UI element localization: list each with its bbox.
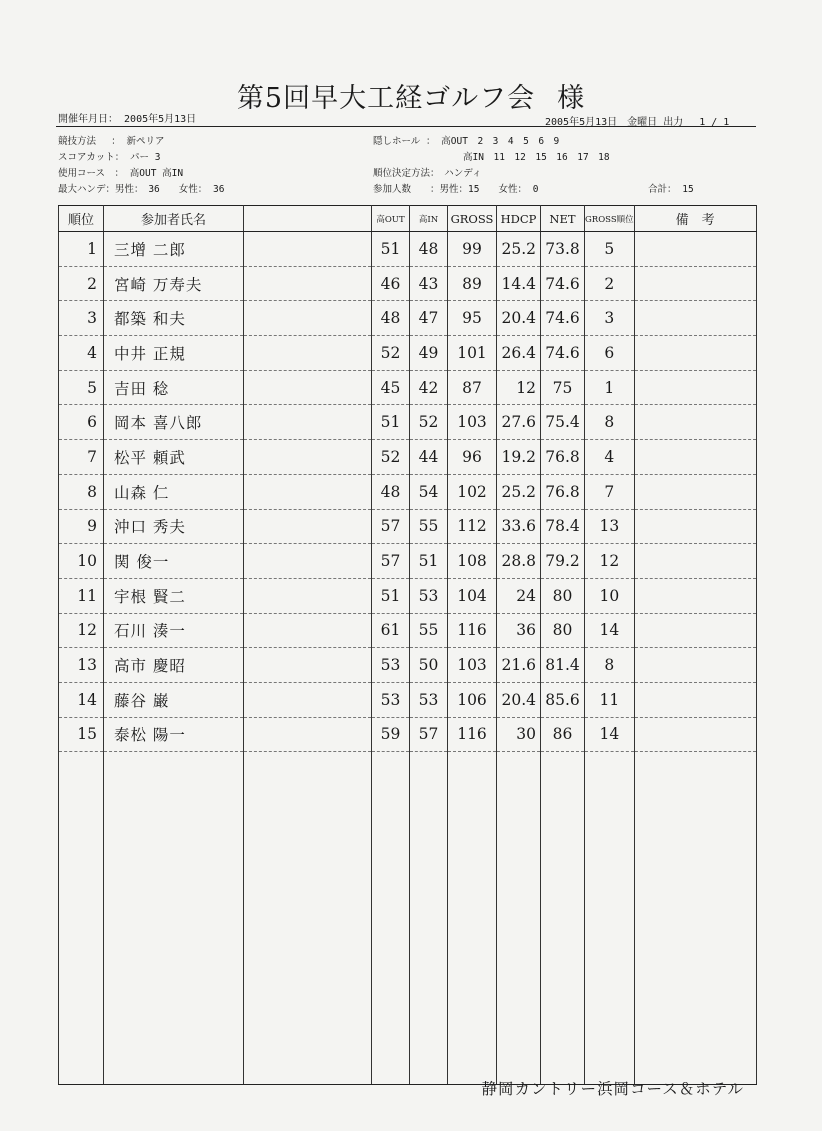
out-cell: 57: [372, 509, 410, 544]
col-in: 高IN: [410, 206, 448, 232]
blank-cell: [244, 648, 372, 683]
col-gross: GROSS: [448, 206, 497, 232]
in-cell: 44: [410, 440, 448, 475]
gross-cell: 101: [448, 336, 497, 371]
note-cell: [634, 509, 756, 544]
rank-cell: 13: [59, 648, 104, 683]
name-cell: 沖口 秀夫: [104, 509, 244, 544]
in-cell: 51: [410, 544, 448, 579]
gross-rank-cell: 8: [585, 648, 635, 683]
empty-cell: [59, 752, 104, 1085]
scorecut-line: スコアカット： パー 3: [58, 152, 161, 163]
empty-cell: [244, 752, 372, 1085]
gross-rank-cell: 1: [585, 370, 635, 405]
blank-cell: [244, 544, 372, 579]
gross-rank-cell: 2: [585, 266, 635, 301]
in-cell: 53: [410, 682, 448, 717]
note-cell: [634, 336, 756, 371]
col-hdcp: HDCP: [497, 206, 541, 232]
gross-rank-cell: 5: [585, 232, 635, 267]
name-cell: 石川 湊一: [104, 613, 244, 648]
results-body: [59, 232, 757, 1085]
name-cell: 藤谷 巌: [104, 682, 244, 717]
note-cell: [634, 717, 756, 752]
table-row: [59, 648, 757, 683]
name-cell: 泰松 陽一: [104, 717, 244, 752]
rank-cell: 6: [59, 405, 104, 440]
table-row: [59, 717, 757, 752]
gross-cell: 104: [448, 578, 497, 613]
net-cell: 86: [541, 717, 585, 752]
rank-cell: 12: [59, 613, 104, 648]
rank-cell: 1: [59, 232, 104, 267]
blank-cell: [244, 613, 372, 648]
blank-cell: [244, 440, 372, 475]
held-date: 開催年月日： 2005年5月13日: [58, 114, 197, 125]
gross-cell: 108: [448, 544, 497, 579]
note-cell: [634, 682, 756, 717]
table-row: [59, 301, 757, 336]
hdcp-cell: 14.4: [497, 266, 541, 301]
table-row: [59, 578, 757, 613]
col-name: 参加者氏名: [104, 206, 244, 232]
gross-cell: 99: [448, 232, 497, 267]
venue-footer: 静岡カントリー浜岡コース＆ホテル: [481, 1080, 744, 1098]
table-row: [59, 509, 757, 544]
net-cell: 75.4: [541, 405, 585, 440]
name-cell: 松平 頼武: [104, 440, 244, 475]
rank-cell: 11: [59, 578, 104, 613]
net-cell: 79.2: [541, 544, 585, 579]
empty-cell: [497, 752, 541, 1085]
net-cell: 80: [541, 613, 585, 648]
course-line: 使用コース ： 高OUT 高IN: [58, 168, 184, 179]
name-cell: 都築 和夫: [104, 301, 244, 336]
net-cell: 78.4: [541, 509, 585, 544]
in-cell: 42: [410, 370, 448, 405]
out-cell: 53: [372, 648, 410, 683]
in-cell: 48: [410, 232, 448, 267]
table-row: [59, 405, 757, 440]
col-note: 備 考: [634, 206, 756, 232]
table-row: [59, 266, 757, 301]
hidden-holes-in-line: 高IN 11 12 15 16 17 18: [463, 152, 610, 163]
net-cell: 75: [541, 370, 585, 405]
name-cell: 吉田 稔: [104, 370, 244, 405]
col-out: 高OUT: [372, 206, 410, 232]
gross-rank-cell: 14: [585, 613, 635, 648]
out-cell: 46: [372, 266, 410, 301]
table-row: [59, 336, 757, 371]
name-cell: 三增 二郎: [104, 232, 244, 267]
out-cell: 57: [372, 544, 410, 579]
gross-rank-cell: 10: [585, 578, 635, 613]
col-net: NET: [541, 206, 585, 232]
empty-cell: [372, 752, 410, 1085]
hdcp-cell: 20.4: [497, 301, 541, 336]
gross-cell: 103: [448, 405, 497, 440]
out-cell: 59: [372, 717, 410, 752]
net-cell: 74.6: [541, 336, 585, 371]
out-cell: 53: [372, 682, 410, 717]
note-cell: [634, 232, 756, 267]
empty-cell: [104, 752, 244, 1085]
blank-cell: [244, 682, 372, 717]
blank-cell: [244, 232, 372, 267]
gross-cell: 102: [448, 474, 497, 509]
in-cell: 50: [410, 648, 448, 683]
results-table: [58, 205, 757, 1085]
net-cell: 80: [541, 578, 585, 613]
gross-rank-cell: 7: [585, 474, 635, 509]
participants-total: 合計： 15: [648, 184, 694, 195]
table-row: [59, 613, 757, 648]
empty-cell: [541, 752, 585, 1085]
participants-line: 参加人数 ：男性：15 女性： 0: [373, 184, 539, 195]
hdcp-cell: 36: [497, 613, 541, 648]
output-info: 2005年5月13日 金曜日 出力 1 / 1: [545, 117, 730, 128]
rank-cell: 5: [59, 370, 104, 405]
hdcp-cell: 12: [497, 370, 541, 405]
hdcp-cell: 28.8: [497, 544, 541, 579]
gross-rank-cell: 14: [585, 717, 635, 752]
gross-rank-cell: 12: [585, 544, 635, 579]
blank-cell: [244, 509, 372, 544]
hdcp-cell: 19.2: [497, 440, 541, 475]
hdcp-cell: 26.4: [497, 336, 541, 371]
hidden-holes-line: 隠しホール ： 高OUT 2 3 4 5 6 9: [373, 136, 560, 147]
name-cell: 高市 慶昭: [104, 648, 244, 683]
in-cell: 43: [410, 266, 448, 301]
in-cell: 57: [410, 717, 448, 752]
out-cell: 52: [372, 440, 410, 475]
maxhandi-line: 最大ハンデ：男性： 36 女性： 36: [58, 184, 225, 195]
table-row: [59, 682, 757, 717]
net-cell: 74.6: [541, 266, 585, 301]
gross-rank-cell: 3: [585, 301, 635, 336]
method-line: 競技方法 ： 新ペリア: [58, 136, 165, 147]
in-cell: 47: [410, 301, 448, 336]
note-cell: [634, 578, 756, 613]
net-cell: 81.4: [541, 648, 585, 683]
table-row: [59, 370, 757, 405]
net-cell: 73.8: [541, 232, 585, 267]
hdcp-cell: 27.6: [497, 405, 541, 440]
hdcp-cell: 24: [497, 578, 541, 613]
note-cell: [634, 405, 756, 440]
table-row: [59, 232, 757, 267]
blank-cell: [244, 578, 372, 613]
net-cell: 76.8: [541, 440, 585, 475]
hdcp-cell: 30: [497, 717, 541, 752]
out-cell: 51: [372, 405, 410, 440]
blank-cell: [244, 370, 372, 405]
gross-cell: 89: [448, 266, 497, 301]
title-suffix: 様: [557, 83, 586, 114]
blank-cell: [244, 474, 372, 509]
rank-cell: 3: [59, 301, 104, 336]
gross-cell: 96: [448, 440, 497, 475]
gross-rank-cell: 6: [585, 336, 635, 371]
rank-cell: 15: [59, 717, 104, 752]
blank-cell: [244, 301, 372, 336]
col-blank: [244, 206, 372, 232]
empty-cell: [585, 752, 635, 1085]
name-cell: 宇根 賢二: [104, 578, 244, 613]
gross-cell: 106: [448, 682, 497, 717]
col-rank: 順位: [59, 206, 104, 232]
note-cell: [634, 266, 756, 301]
note-cell: [634, 301, 756, 336]
gross-rank-cell: 8: [585, 405, 635, 440]
note-cell: [634, 370, 756, 405]
gross-cell: 87: [448, 370, 497, 405]
name-cell: 山森 仁: [104, 474, 244, 509]
title-text: 第5回早大工経ゴルフ会: [236, 83, 536, 114]
hdcp-cell: 25.2: [497, 232, 541, 267]
rank-cell: 9: [59, 509, 104, 544]
gross-rank-cell: 4: [585, 440, 635, 475]
out-cell: 48: [372, 301, 410, 336]
note-cell: [634, 440, 756, 475]
blank-cell: [244, 336, 372, 371]
rank-cell: 10: [59, 544, 104, 579]
out-cell: 51: [372, 232, 410, 267]
out-cell: 45: [372, 370, 410, 405]
header-rule: [56, 126, 756, 127]
gross-rank-cell: 11: [585, 682, 635, 717]
out-cell: 61: [372, 613, 410, 648]
net-cell: 85.6: [541, 682, 585, 717]
gross-cell: 116: [448, 613, 497, 648]
in-cell: 52: [410, 405, 448, 440]
in-cell: 55: [410, 509, 448, 544]
hdcp-cell: 33.6: [497, 509, 541, 544]
blank-cell: [244, 405, 372, 440]
table-row: [59, 474, 757, 509]
rank-method-line: 順位決定方法： ハンディ: [373, 168, 482, 179]
net-cell: 74.6: [541, 301, 585, 336]
rank-cell: 2: [59, 266, 104, 301]
in-cell: 54: [410, 474, 448, 509]
note-cell: [634, 544, 756, 579]
note-cell: [634, 648, 756, 683]
out-cell: 48: [372, 474, 410, 509]
empty-cell: [410, 752, 448, 1085]
out-cell: 52: [372, 336, 410, 371]
hdcp-cell: 20.4: [497, 682, 541, 717]
in-cell: 55: [410, 613, 448, 648]
table-row: [59, 544, 757, 579]
note-cell: [634, 474, 756, 509]
out-cell: 51: [372, 578, 410, 613]
in-cell: 49: [410, 336, 448, 371]
rank-cell: 14: [59, 682, 104, 717]
name-cell: 岡本 喜八郎: [104, 405, 244, 440]
empty-rows-area: [59, 752, 757, 1085]
gross-rank-cell: 13: [585, 509, 635, 544]
blank-cell: [244, 266, 372, 301]
net-cell: 76.8: [541, 474, 585, 509]
name-cell: 関 俊一: [104, 544, 244, 579]
empty-cell: [448, 752, 497, 1085]
col-gross-rank: GROSS順位: [585, 206, 635, 232]
gross-cell: 103: [448, 648, 497, 683]
name-cell: 宮崎 万寿夫: [104, 266, 244, 301]
name-cell: 中井 正規: [104, 336, 244, 371]
hdcp-cell: 21.6: [497, 648, 541, 683]
gross-cell: 116: [448, 717, 497, 752]
empty-cell: [634, 752, 756, 1085]
rank-cell: 4: [59, 336, 104, 371]
note-cell: [634, 613, 756, 648]
table-row: [59, 440, 757, 475]
hdcp-cell: 25.2: [497, 474, 541, 509]
rank-cell: 8: [59, 474, 104, 509]
blank-cell: [244, 717, 372, 752]
in-cell: 53: [410, 578, 448, 613]
gross-cell: 95: [448, 301, 497, 336]
rank-cell: 7: [59, 440, 104, 475]
gross-cell: 112: [448, 509, 497, 544]
